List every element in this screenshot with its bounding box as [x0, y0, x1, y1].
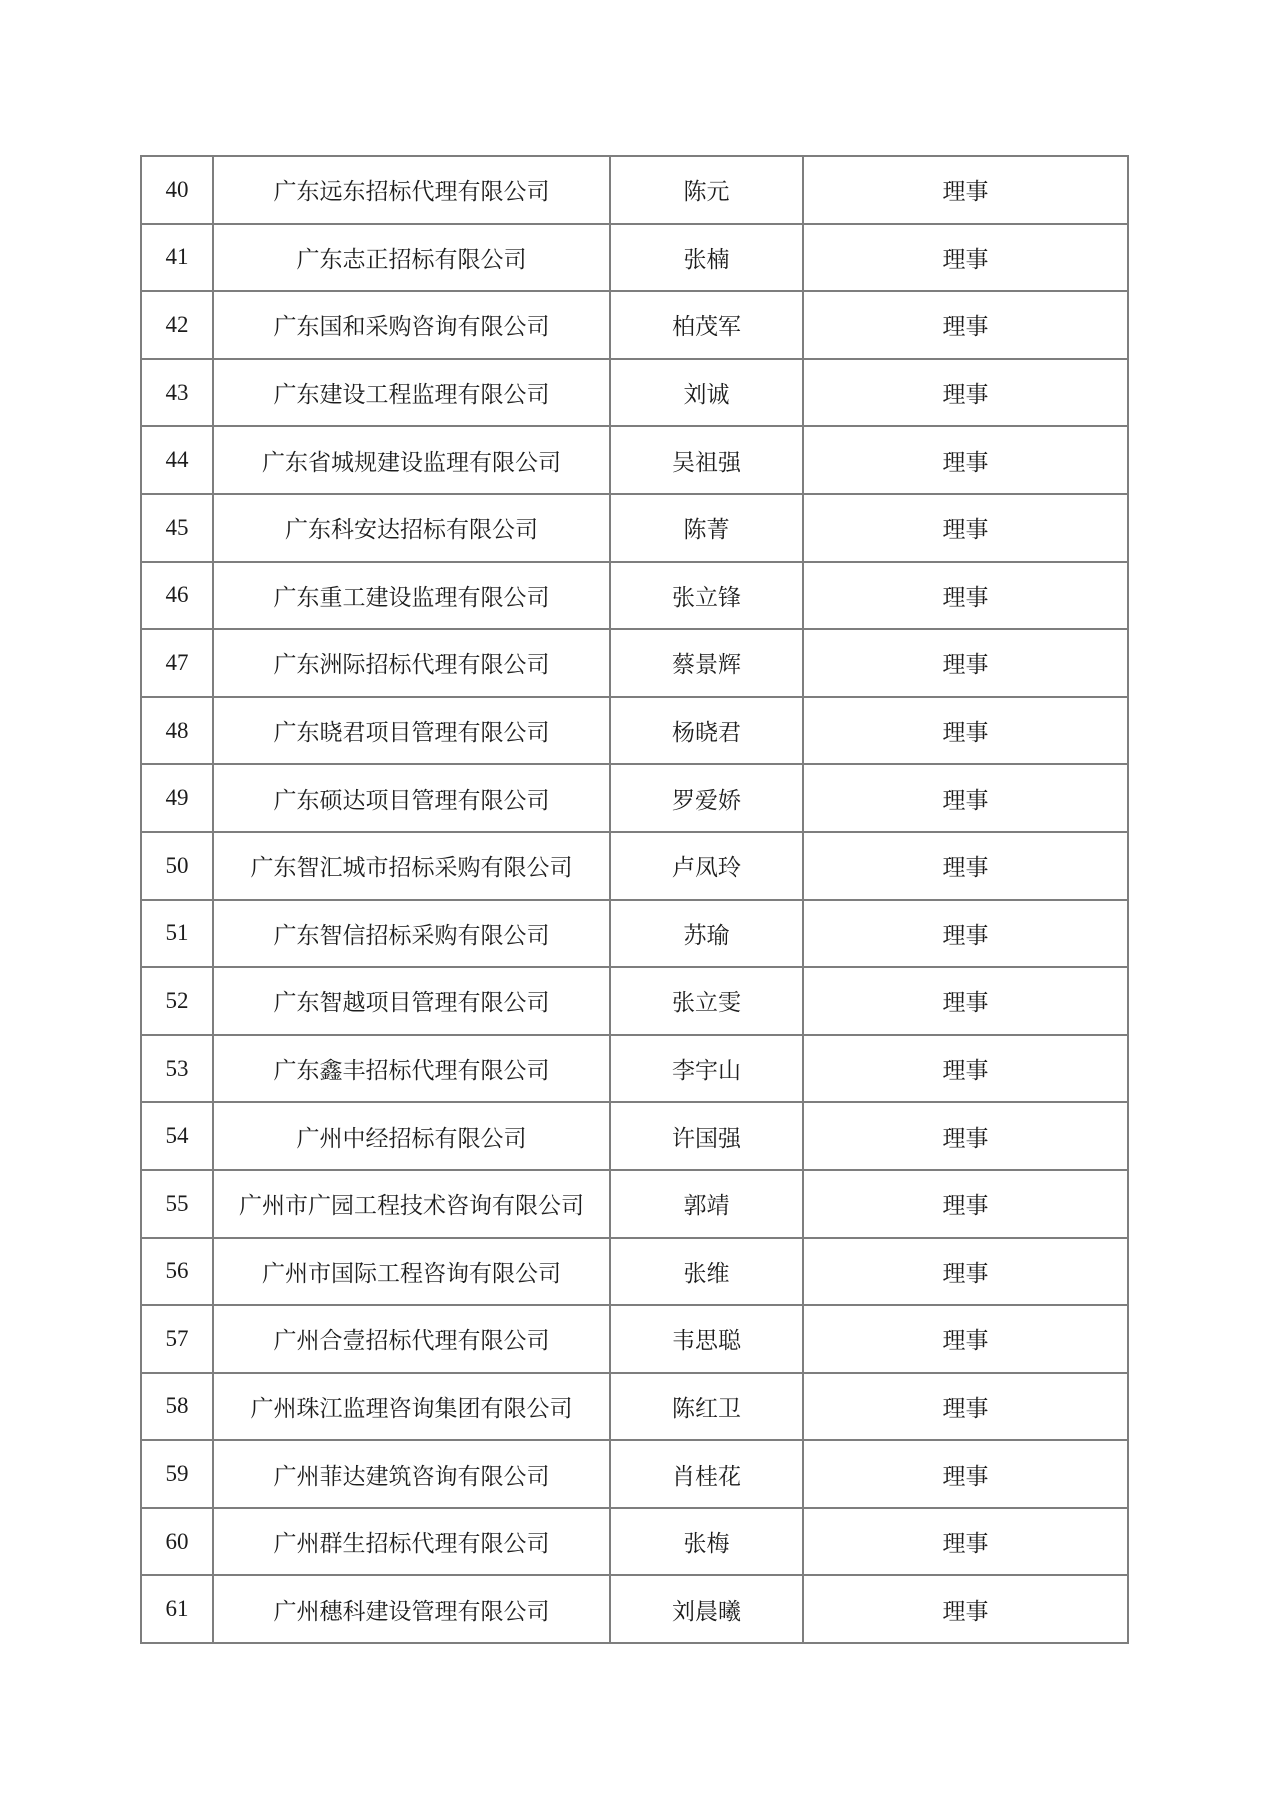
position-cell: 理事 — [803, 1102, 1128, 1170]
company-name-cell: 广东晓君项目管理有限公司 — [213, 697, 610, 765]
company-name-cell: 广州穗科建设管理有限公司 — [213, 1575, 610, 1643]
person-name-cell: 陈元 — [610, 156, 803, 224]
table-row — [141, 1440, 1128, 1508]
table-row — [141, 697, 1128, 765]
position-cell: 理事 — [803, 156, 1128, 224]
person-name-cell: 陈菁 — [610, 494, 803, 562]
company-name-cell: 广东智汇城市招标采购有限公司 — [213, 832, 610, 900]
row-number-cell: 53 — [141, 1035, 213, 1103]
company-name-cell: 广州市国际工程咨询有限公司 — [213, 1238, 610, 1306]
table-row — [141, 900, 1128, 968]
company-name-cell: 广州中经招标有限公司 — [213, 1102, 610, 1170]
person-name-cell: 陈红卫 — [610, 1373, 803, 1441]
position-cell: 理事 — [803, 764, 1128, 832]
row-number-cell: 61 — [141, 1575, 213, 1643]
position-cell: 理事 — [803, 900, 1128, 968]
position-cell: 理事 — [803, 1440, 1128, 1508]
person-name-cell: 蔡景辉 — [610, 629, 803, 697]
position-cell: 理事 — [803, 1373, 1128, 1441]
company-name-cell: 广东志正招标有限公司 — [213, 224, 610, 292]
row-number-cell: 52 — [141, 967, 213, 1035]
position-cell: 理事 — [803, 291, 1128, 359]
row-number-cell: 59 — [141, 1440, 213, 1508]
company-name-cell: 广州珠江监理咨询集团有限公司 — [213, 1373, 610, 1441]
row-number-cell: 58 — [141, 1373, 213, 1441]
table-row — [141, 629, 1128, 697]
table-row — [141, 832, 1128, 900]
table-row — [141, 1575, 1128, 1643]
person-name-cell: 张立雯 — [610, 967, 803, 1035]
position-cell: 理事 — [803, 224, 1128, 292]
company-name-cell: 广州群生招标代理有限公司 — [213, 1508, 610, 1576]
table-row — [141, 1305, 1128, 1373]
company-name-cell: 广州市广园工程技术咨询有限公司 — [213, 1170, 610, 1238]
company-name-cell: 广东建设工程监理有限公司 — [213, 359, 610, 427]
company-name-cell: 广东重工建设监理有限公司 — [213, 562, 610, 630]
row-number-cell: 56 — [141, 1238, 213, 1306]
row-number-cell: 54 — [141, 1102, 213, 1170]
table-row — [141, 1508, 1128, 1576]
company-name-cell: 广东远东招标代理有限公司 — [213, 156, 610, 224]
position-cell: 理事 — [803, 1575, 1128, 1643]
table-row — [141, 291, 1128, 359]
company-name-cell: 广东智信招标采购有限公司 — [213, 900, 610, 968]
position-cell: 理事 — [803, 494, 1128, 562]
table-row — [141, 764, 1128, 832]
company-name-cell: 广东智越项目管理有限公司 — [213, 967, 610, 1035]
person-name-cell: 张楠 — [610, 224, 803, 292]
position-cell: 理事 — [803, 629, 1128, 697]
table-row — [141, 494, 1128, 562]
table-row — [141, 967, 1128, 1035]
row-number-cell: 45 — [141, 494, 213, 562]
table-row — [141, 1102, 1128, 1170]
table-row — [141, 426, 1128, 494]
row-number-cell: 55 — [141, 1170, 213, 1238]
person-name-cell: 许国强 — [610, 1102, 803, 1170]
person-name-cell: 卢凤玲 — [610, 832, 803, 900]
row-number-cell: 50 — [141, 832, 213, 900]
person-name-cell: 杨晓君 — [610, 697, 803, 765]
row-number-cell: 48 — [141, 697, 213, 765]
table-row — [141, 1238, 1128, 1306]
person-name-cell: 吴祖强 — [610, 426, 803, 494]
row-number-cell: 46 — [141, 562, 213, 630]
row-number-cell: 44 — [141, 426, 213, 494]
company-name-cell: 广东鑫丰招标代理有限公司 — [213, 1035, 610, 1103]
company-name-cell: 广东洲际招标代理有限公司 — [213, 629, 610, 697]
person-name-cell: 韦思聪 — [610, 1305, 803, 1373]
company-name-cell: 广州菲达建筑咨询有限公司 — [213, 1440, 610, 1508]
table-row — [141, 1035, 1128, 1103]
members-table — [140, 155, 1129, 1644]
company-name-cell: 广东国和采购咨询有限公司 — [213, 291, 610, 359]
row-number-cell: 43 — [141, 359, 213, 427]
members-table-body — [141, 156, 1128, 1643]
table-row — [141, 1170, 1128, 1238]
person-name-cell: 李宇山 — [610, 1035, 803, 1103]
table-row — [141, 224, 1128, 292]
company-name-cell: 广东省城规建设监理有限公司 — [213, 426, 610, 494]
position-cell: 理事 — [803, 1035, 1128, 1103]
row-number-cell: 40 — [141, 156, 213, 224]
row-number-cell: 60 — [141, 1508, 213, 1576]
position-cell: 理事 — [803, 426, 1128, 494]
row-number-cell: 47 — [141, 629, 213, 697]
person-name-cell: 柏茂军 — [610, 291, 803, 359]
table-row — [141, 156, 1128, 224]
person-name-cell: 张立锋 — [610, 562, 803, 630]
company-name-cell: 广东硕达项目管理有限公司 — [213, 764, 610, 832]
row-number-cell: 42 — [141, 291, 213, 359]
person-name-cell: 刘晨曦 — [610, 1575, 803, 1643]
row-number-cell: 57 — [141, 1305, 213, 1373]
person-name-cell: 张维 — [610, 1238, 803, 1306]
position-cell: 理事 — [803, 832, 1128, 900]
person-name-cell: 罗爱娇 — [610, 764, 803, 832]
position-cell: 理事 — [803, 1170, 1128, 1238]
company-name-cell: 广东科安达招标有限公司 — [213, 494, 610, 562]
row-number-cell: 49 — [141, 764, 213, 832]
person-name-cell: 肖桂花 — [610, 1440, 803, 1508]
position-cell: 理事 — [803, 1305, 1128, 1373]
row-number-cell: 41 — [141, 224, 213, 292]
person-name-cell: 张梅 — [610, 1508, 803, 1576]
table-row — [141, 562, 1128, 630]
position-cell: 理事 — [803, 1238, 1128, 1306]
position-cell: 理事 — [803, 1508, 1128, 1576]
person-name-cell: 苏瑜 — [610, 900, 803, 968]
position-cell: 理事 — [803, 967, 1128, 1035]
company-name-cell: 广州合壹招标代理有限公司 — [213, 1305, 610, 1373]
person-name-cell: 刘诚 — [610, 359, 803, 427]
position-cell: 理事 — [803, 562, 1128, 630]
person-name-cell: 郭靖 — [610, 1170, 803, 1238]
position-cell: 理事 — [803, 697, 1128, 765]
position-cell: 理事 — [803, 359, 1128, 427]
table-row — [141, 1373, 1128, 1441]
row-number-cell: 51 — [141, 900, 213, 968]
table-row — [141, 359, 1128, 427]
